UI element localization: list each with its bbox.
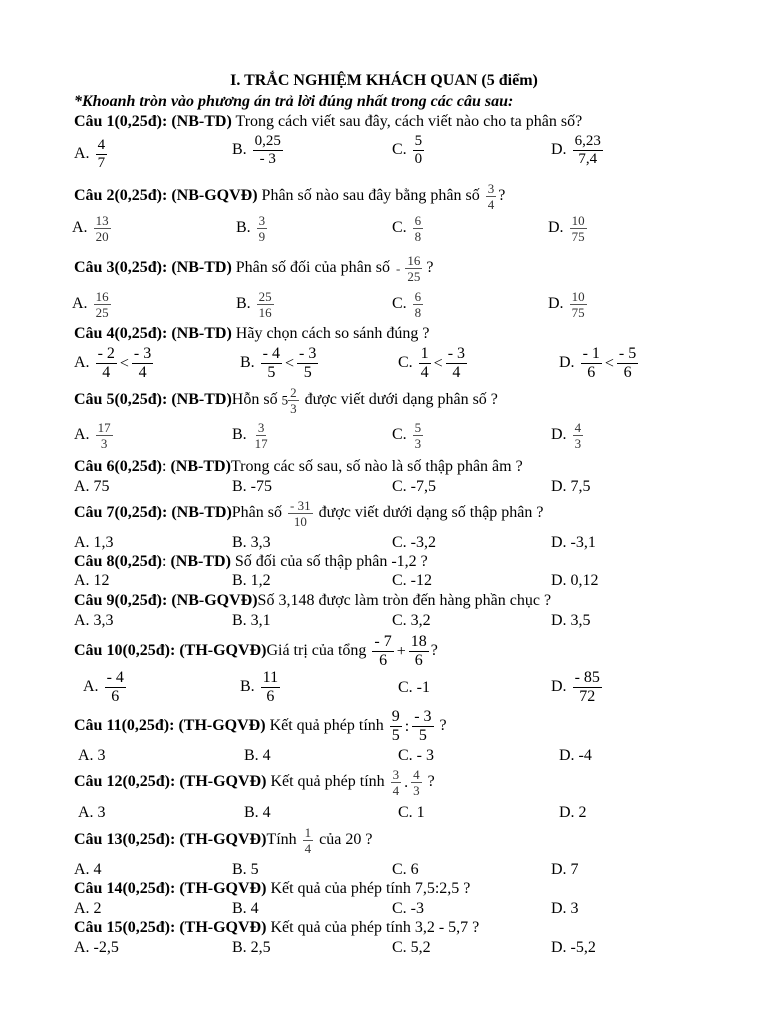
question-text: Trong các số sau, số nào là số thập phân âm ? <box>230 458 523 475</box>
signed-fraction: - 16 25 <box>395 253 421 284</box>
question-label: Câu 2(0,25đ): (NB-GQVĐ) <box>74 187 258 205</box>
question-label: Câu 3(0,25đ): (NB-TD) <box>74 259 232 277</box>
options-8 <box>0 572 768 594</box>
option-d[interactable]: D. $\frac{- 1}{6}$ < $\frac{- 5}{6}$ <box>559 345 637 381</box>
option-a[interactable]: A. $\frac{17}{3}$ <box>74 420 111 451</box>
question-9 <box>0 592 768 614</box>
question-text: Tính <box>266 831 297 849</box>
options-15 <box>0 939 768 961</box>
question-text: Hỗn số <box>231 391 278 409</box>
question-text: Số đối của số thập phân -1,2 ? <box>234 553 428 570</box>
option-b[interactable]: B. 4 <box>244 804 271 821</box>
question-text: Giá trị của tổng <box>266 642 367 660</box>
option-a[interactable]: A. $\frac{4}{7}$ <box>74 137 106 171</box>
question-text: Kết quả của phép tính 7,5:2,5 ? <box>270 880 471 897</box>
option-b[interactable]: B. $\frac{25}{16}$ <box>236 289 272 320</box>
question-2: Câu 2(0,25đ): (NB-GQVĐ) Phân số nào sau đây bằng phân số $\frac{3}{4}$ ? <box>74 181 506 212</box>
question-8: Câu 8(0,25đ): (NB-TD) Số đối của số thập phân -1,2 ? <box>74 553 428 570</box>
question-text: Phân số đối của phân số <box>235 259 390 277</box>
question-label: Câu 5(0,25đ): (NB-TD) <box>74 391 232 409</box>
question-13: Câu 13(0,25đ): (TH-GQVĐ)Tính $\frac{1}{4}$ của 20 ? <box>74 825 373 856</box>
option-c[interactable]: C. $\frac{1}{4}$ < $\frac{- 3}{4}$ <box>398 345 466 381</box>
question-7: Câu 7(0,25đ): (NB-TD)Phân số $\frac{- 31}{10}$ được viết dưới dạng số thập phân ? <box>74 498 544 529</box>
options-5 <box>0 421 768 457</box>
question-12: Câu 12(0,25đ): (TH-GQVĐ) Kết quả phép tính $\frac{3}{4}$ . $\frac{4}{3}$ ? <box>74 767 435 798</box>
question-label: Câu 13(0,25đ): (TH-GQVĐ) <box>74 831 267 849</box>
option-c[interactable]: C. 5,2 <box>392 939 431 956</box>
question-6: Câu 6(0,25đ): (NB-TD)Trong các số sau, số nào là số thập phân âm ? <box>74 458 523 475</box>
question-5: Câu 5(0,25đ): (NB-TD)Hỗn số 5 $\frac{2}{3}$ được viết dưới dạng phân số ? <box>74 385 498 416</box>
section-title: I. TRẮC NGHIỆM KHÁCH QUAN (5 điểm) <box>230 72 538 89</box>
instruction-line <box>0 93 768 115</box>
option-b[interactable]: B. $\frac{- 4}{5}$ < $\frac{- 3}{5}$ <box>240 345 317 381</box>
option-c[interactable]: C. 3,2 <box>392 612 431 629</box>
option-d[interactable]: D. $\frac{- 85}{72}$ <box>551 669 600 705</box>
option-c[interactable]: C. $\frac{5}{0}$ <box>392 133 423 167</box>
option-c[interactable]: C. $\frac{6}{8}$ <box>392 289 422 320</box>
option-d[interactable]: D. $\frac{10}{75}$ <box>548 213 585 244</box>
fraction: $\frac{5}{0}$ <box>414 133 423 167</box>
option-c[interactable]: C. -7,5 <box>392 478 436 495</box>
option-a[interactable]: A. 3 <box>78 804 106 821</box>
option-b[interactable]: B. 2,5 <box>232 939 271 956</box>
fraction: $\frac{3}{4}$ <box>487 181 495 212</box>
options-11 <box>0 747 768 769</box>
option-d[interactable]: D. $\frac{4}{3}$ <box>551 420 582 451</box>
option-a[interactable]: A. 75 <box>74 478 110 495</box>
option-c[interactable]: C. - 3 <box>398 747 434 764</box>
question-label: Câu 14(0,25đ): (TH-GQVĐ) <box>74 880 267 897</box>
option-a[interactable]: A. $\frac{- 4}{6}$ <box>83 669 124 705</box>
question-1 <box>0 113 768 135</box>
fraction: $\frac{6,23}{7,4}$ <box>574 133 601 167</box>
options-1 <box>0 134 768 170</box>
question-label: Câu 4(0,25đ): (NB-TD) <box>74 325 232 342</box>
option-c[interactable]: C. 1 <box>398 804 425 821</box>
option-b[interactable]: B. 1,2 <box>232 572 271 589</box>
option-a[interactable]: A. 4 <box>74 861 102 878</box>
options-12 <box>0 804 768 826</box>
question-label: Câu 15(0,25đ): (TH-GQVĐ) <box>74 919 267 936</box>
option-c[interactable]: C. $\frac{6}{8}$ <box>392 213 422 244</box>
option-c[interactable]: C. -12 <box>392 572 432 589</box>
option-b[interactable]: B. 3,3 <box>232 534 271 551</box>
option-d[interactable]: D. $\frac{6,23}{7,4}$ <box>551 133 601 167</box>
option-d[interactable]: D. 7,5 <box>551 478 591 495</box>
fraction: $\frac{4}{7}$ <box>97 137 106 171</box>
option-d[interactable]: D. 2 <box>559 804 587 821</box>
option-c[interactable]: C. $\frac{5}{3}$ <box>392 420 422 451</box>
option-a[interactable]: A. 3,3 <box>74 612 114 629</box>
option-c[interactable]: C. -3,2 <box>392 534 436 551</box>
option-d[interactable]: D. $\frac{10}{75}$ <box>548 289 585 320</box>
option-b[interactable]: B. $\frac{3}{17}$ <box>232 420 268 451</box>
fraction: $\frac{0,25}{- 3}$ <box>254 133 281 167</box>
section-title-line <box>0 72 768 94</box>
option-d[interactable]: D. -5,2 <box>551 939 596 956</box>
option-b[interactable]: B. 5 <box>232 861 259 878</box>
options-4 <box>0 346 768 382</box>
option-c[interactable]: C. 6 <box>392 861 419 878</box>
question-label: Câu 9(0,25đ): (NB-GQVĐ) <box>74 592 258 609</box>
question-text: Phân số nào sau đây bằng phân số <box>261 187 480 205</box>
option-d[interactable]: D. 7 <box>551 861 579 878</box>
question-text: Kết quả phép tính <box>269 717 384 735</box>
options-2 <box>0 214 768 250</box>
question-label: Câu 7(0,25đ): (NB-TD) <box>74 504 232 522</box>
option-a[interactable]: A. 1,3 <box>74 534 114 551</box>
option-d[interactable]: D. -4 <box>559 747 592 764</box>
option-a[interactable]: A. 2 <box>74 900 102 917</box>
question-11: Câu 11(0,25đ): (TH-GQVĐ) Kết quả phép tính $\frac{9}{5}$ : $\frac{- 3}{5}$ ? <box>74 708 447 744</box>
option-a[interactable]: A. $\frac{- 2}{4}$ < $\frac{- 3}{4}$ <box>74 345 152 381</box>
question-label: Câu 8(0,25đ) <box>74 553 163 570</box>
question-text: Kết quả của phép tính 3,2 - 5,7 ? <box>270 919 480 936</box>
options-3 <box>0 290 768 326</box>
question-text: Số 3,148 được làm tròn đến hàng phần chục ? <box>257 592 552 609</box>
question-text: Phân số <box>231 504 283 522</box>
option-b[interactable]: B. 3,1 <box>232 612 271 629</box>
question-15 <box>0 919 768 941</box>
question-label: Câu 6(0,25đ) <box>74 458 163 475</box>
question-14 <box>0 880 768 902</box>
option-d[interactable]: D. -3,1 <box>551 534 596 551</box>
question-text: Kết quả phép tính <box>270 773 385 791</box>
options-10 <box>0 670 768 706</box>
question-4 <box>0 325 768 347</box>
question-text: Hãy chọn cách so sánh đúng ? <box>235 325 430 342</box>
question-10: Câu 10(0,25đ): (TH-GQVĐ)Giá trị của tổng $\frac{- 7}{6}$ + $\frac{18}{6}$ ? <box>74 633 438 669</box>
option-a[interactable]: A. 12 <box>74 572 110 589</box>
option-d[interactable]: D. 3,5 <box>551 612 591 629</box>
option-c[interactable]: C. -3 <box>392 900 424 917</box>
question-label: Câu 11(0,25đ): (TH-GQVĐ) <box>74 717 266 735</box>
option-b[interactable]: B. $\frac{11}{6}$ <box>240 669 279 705</box>
option-a[interactable]: A. $\frac{16}{25}$ <box>72 289 109 320</box>
question-text: Trong cách viết sau đây, cách viết nào cho ta phân số? <box>235 113 583 130</box>
option-a[interactable]: A. 3 <box>78 747 106 764</box>
option-a[interactable]: A. $\frac{13}{20}$ <box>72 213 109 244</box>
option-b[interactable]: B. 4 <box>232 900 259 917</box>
option-c[interactable]: C. -1 <box>398 679 430 696</box>
option-b[interactable]: B. $\frac{3}{9}$ <box>236 213 266 244</box>
options-9 <box>0 612 768 634</box>
option-a[interactable]: A. -2,5 <box>74 939 119 956</box>
question-3: Câu 3(0,25đ): (NB-TD) Phân số đối của phân số - 16 25 ? <box>74 253 434 284</box>
question-label: Câu 1(0,25đ): (NB-TD) <box>74 113 232 130</box>
option-b[interactable]: B. 4 <box>244 747 271 764</box>
option-d[interactable]: D. 3 <box>551 900 579 917</box>
option-d[interactable]: D. 0,12 <box>551 572 599 589</box>
option-b[interactable]: B. $\frac{0,25}{- 3}$ <box>232 133 281 167</box>
option-b[interactable]: B. -75 <box>232 478 272 495</box>
instruction-text: *Khoanh tròn vào phương án trả lời đúng nhất trong các câu sau: <box>74 93 514 110</box>
question-label: Câu 12(0,25đ): (TH-GQVĐ) <box>74 773 267 791</box>
question-label: Câu 10(0,25đ): (TH-GQVĐ) <box>74 642 267 660</box>
